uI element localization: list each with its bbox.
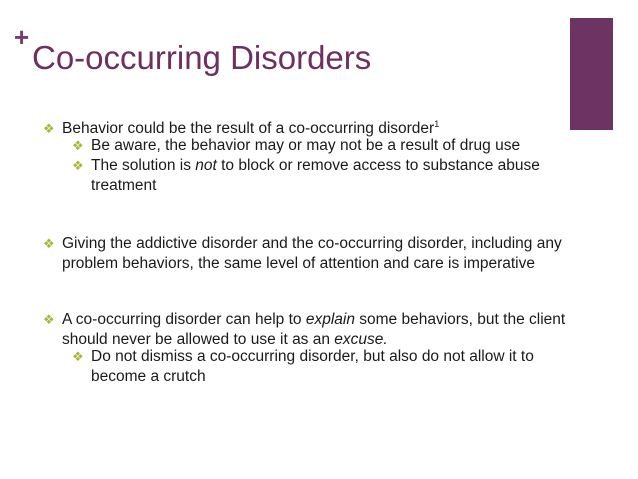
bullet-2-text: Giving the addictive disorder and the co-occurring disorder, including any problem behaviors, the same level of attention and care is imperative xyxy=(62,235,562,272)
bullet-icon: ❖ xyxy=(72,158,84,173)
bullet-icon: ❖ xyxy=(43,121,55,136)
bullet-icon: ❖ xyxy=(43,312,55,327)
accent-bar xyxy=(570,18,613,130)
bullet-3-text-pre: A co-occurring disorder can help to xyxy=(62,311,306,328)
bullet-2 xyxy=(43,234,587,274)
emphasis-not: not xyxy=(195,157,217,174)
bullet-icon: ❖ xyxy=(43,236,55,251)
emphasis-explain: explain xyxy=(305,311,355,328)
bullet-1-sub-2 xyxy=(72,156,561,196)
bullet-3-sub-1 xyxy=(72,347,561,387)
bullet-icon: ❖ xyxy=(72,138,84,153)
emphasis-excuse: excuse. xyxy=(334,331,388,348)
plus-icon: + xyxy=(14,22,30,52)
sub-bullet-text: Do not dismiss a co-occurring disorder, but also do not allow it to become a crutch xyxy=(91,348,534,385)
bullet-3-text-mid: some behaviors, but the client should never be allowed to use it as an xyxy=(62,311,566,348)
sub-bullet-text-pre: The solution is xyxy=(91,157,196,174)
bullet-icon: ❖ xyxy=(72,349,84,364)
footnote-marker: 1 xyxy=(434,118,440,129)
sub-bullet-text-post: to block or remove access to substance abuse treatment xyxy=(91,157,540,194)
bullet-3 xyxy=(43,310,587,350)
slide-title: Co-occurring Disorders xyxy=(32,39,372,76)
bullet-1-sub-1 xyxy=(72,136,571,156)
bullet-1-text: Behavior could be the result of a co-occurring disorder xyxy=(62,120,435,137)
sub-bullet-text: Be aware, the behavior may or may not be a result of drug use xyxy=(91,137,521,154)
